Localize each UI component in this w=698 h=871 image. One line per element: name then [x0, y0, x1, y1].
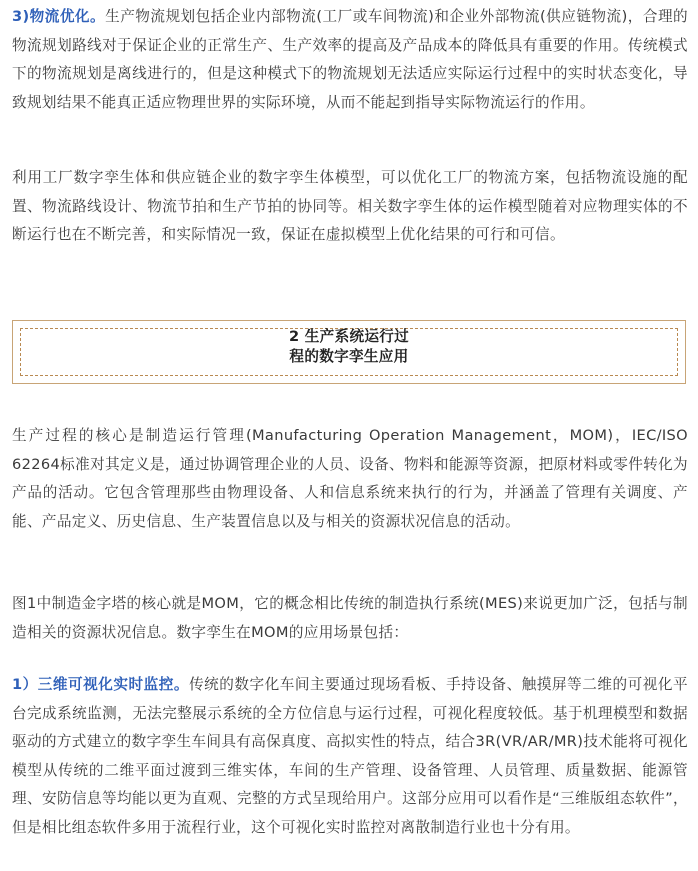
- section-heading-line1: 2 生产系统运行过: [288, 328, 410, 345]
- paragraph-body-monitoring: 传统的数字化车间主要通过现场看板、手持设备、触摸屏等二维的可视化平台完成系统监测，无法完整展示系统的全方位信息与运行过程，可视化程度较低。基于机理模型和数据驱动的方式建立的数字孪生车间具有高保真度、高拟实性的特点，结合3R(VR/AR/MR)技术能将可视化模型从传统的二维平面过渡到三维实体，车间的生产管理、设备管理、人员管理、质量数据、能源管理、安防信息等均能以更为直观、完整的方式呈现给用户。这部分应用可以看作是“三维版组态软件”，但是相比组态软件多用于流程行业，这个可视化实时监控对离散制造行业也十分有用。: [12, 676, 688, 836]
- paragraph-mom-pyramid: 图1中制造金字塔的核心就是MOM，它的概念相比传统的制造执行系统(MES)来说更加广泛，包括与制造相关的资源状况信息。数字孪生在MOM的应用场景包括：: [12, 595, 688, 641]
- paragraph-3d-visual-monitoring: [12, 671, 688, 842]
- section-heading-line2: 程的数字孪生应用: [289, 348, 409, 365]
- paragraph-body-logistics: 生产物流规划包括企业内部物流(工厂或车间物流)和企业外部物流(供应链物流)，合理的物流规划路线对于保证企业的正常生产、生产效率的提高及产品成本的降低具有重要的作用。传统模式下的物流规划是离线进行的，但是这种模式下的物流规划无法适应实际运行过程中的实时状态变化，导致规划结果不能真正适应物理世界的实际环境，从而不能起到指导实际物流运行的作用。: [12, 8, 688, 111]
- paragraph-logistics-optimization: [12, 3, 688, 117]
- section-heading: [13, 327, 685, 367]
- paragraph-lead-logistics: 3)物流优化。: [12, 8, 106, 25]
- paragraph-mom-definition: 生产过程的核心是制造运行管理(Manufacturing Operation Management，MOM)，IEC/ISO 62264标准对其定义是，通过协调管理企业的人员、设备、物料和能源等资源，把原材料或零件转化为产品的活动。它包含管理那些由物理设备、人和信息系统来执行的行为，并涵盖了管理有关调度、产能、产品定义、历史信息、生产装置信息以及与相关的资源状况信息的活动。: [12, 427, 688, 530]
- paragraph-digital-twin-logistics: 利用工厂数字孪生体和供应链企业的数字孪生体模型，可以优化工厂的物流方案，包括物流设施的配置、物流路线设计、物流节拍和生产节拍的协同等。相关数字孪生体的运作模型随着对应物理实体的不断运行也在不断完善，和实际情况一致，保证在虚拟模型上优化结果的可行和可信。: [12, 169, 688, 243]
- paragraph-lead-monitoring: 1）三维可视化实时监控。: [12, 676, 190, 693]
- section-heading-box: [12, 320, 686, 384]
